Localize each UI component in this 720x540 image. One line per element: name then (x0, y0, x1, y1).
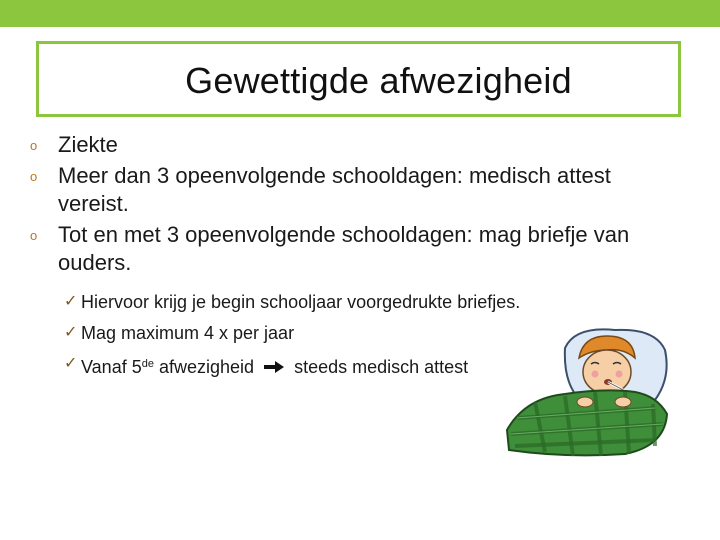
right-arrow-icon (263, 360, 285, 374)
bullet-item (30, 162, 670, 218)
sub-bullet-text-start: Vanaf 5 (81, 357, 142, 377)
bullet-item (30, 221, 670, 277)
sick-child-in-bed-clipart (505, 318, 673, 458)
sub-bullet-text-mid: afwezigheid (153, 357, 255, 377)
bullet-marker-icon: o (30, 169, 38, 184)
top-accent-bar (0, 0, 720, 27)
bullet-text: Tot en met 3 opeenvolgende schooldagen: mag briefje van ouders. (58, 222, 630, 275)
bullet-item (30, 131, 670, 159)
sub-bullet-text-end: steeds medisch attest (294, 357, 469, 377)
bullet-list (30, 131, 670, 280)
check-icon: ✓ (64, 324, 78, 341)
check-icon: ✓ (64, 355, 78, 372)
bullet-marker-icon: o (30, 138, 38, 153)
check-icon: ✓ (64, 293, 78, 310)
title-box (36, 41, 681, 117)
sub-bullet-text: Hiervoor krijg je begin schooljaar voorgedrukte briefjes. (81, 292, 521, 312)
bullet-marker-icon: o (30, 228, 38, 243)
sub-bullet-text: Mag maximum 4 x per jaar (81, 323, 295, 343)
bullet-text: Ziekte (58, 132, 118, 157)
bullet-text: Meer dan 3 opeenvolgende schooldagen: medisch attest vereist. (58, 163, 611, 216)
sub-bullet-item (64, 290, 584, 314)
ordinal-superscript: de (141, 358, 154, 370)
slide-title: Gewettigde afwezigheid (185, 60, 572, 101)
